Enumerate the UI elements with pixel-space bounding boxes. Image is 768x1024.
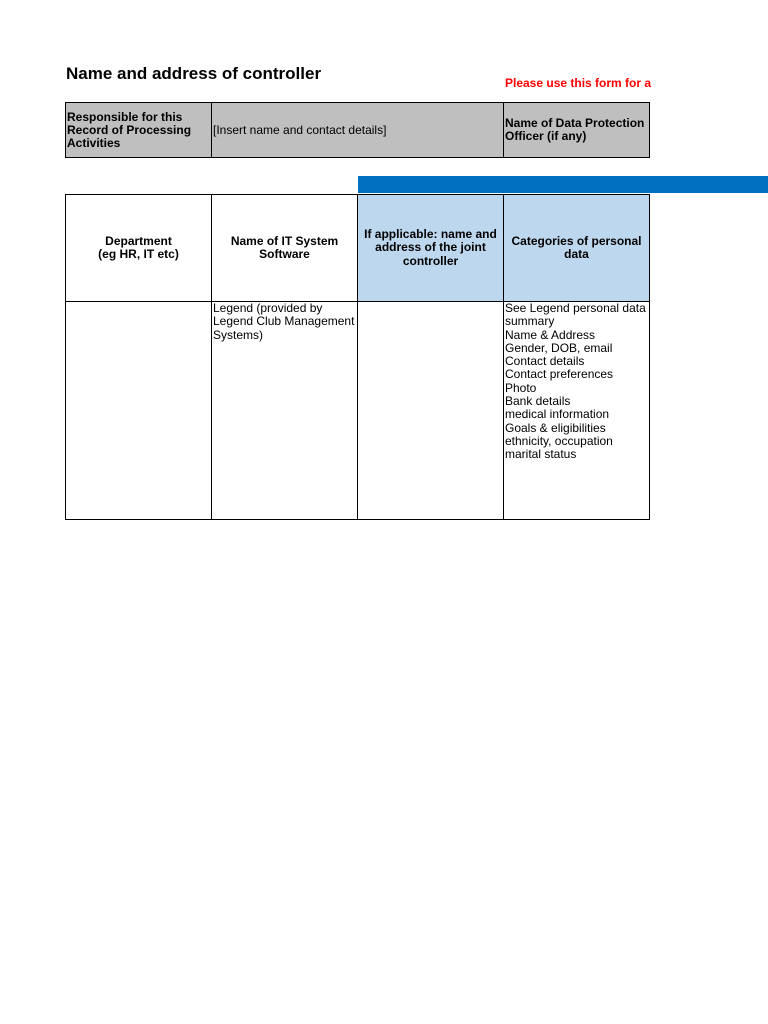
table-header-row [66, 195, 650, 302]
category-item: Contact details [505, 354, 585, 369]
category-item: See Legend personal data summary [505, 301, 646, 329]
cell-categories[interactable] [504, 302, 650, 520]
category-item: Gender, DOB, email [505, 340, 613, 355]
column-header-categories: Categories of personal data [504, 195, 650, 302]
page-title: Name and address of controller [66, 64, 322, 83]
category-item: medical information [505, 407, 610, 422]
column-header-department [66, 195, 212, 302]
cell-it-system[interactable]: Legend (provided by Legend Club Management Systems) [212, 302, 358, 520]
category-item: Bank details [505, 394, 571, 409]
column-header-department-line2: (eg HR, IT etc) [98, 247, 179, 261]
section-band [358, 176, 768, 193]
category-item: Goals & eligibilities [505, 420, 606, 435]
form-notice: Please use this form for a [505, 76, 652, 90]
cell-department[interactable] [66, 302, 212, 520]
table-row [66, 302, 650, 520]
category-item: marital status [505, 447, 577, 462]
controller-header-table [65, 102, 650, 158]
category-item: Photo [505, 380, 537, 395]
column-header-department-line1: Department [105, 233, 172, 248]
column-header-joint-controller: If applicable: name and address of the joint controller [358, 195, 504, 302]
category-item: ethnicity, occupation [505, 433, 613, 448]
dpo-label: Name of Data Protection Officer (if any) [504, 103, 650, 158]
column-header-it-system: Name of IT System Software [212, 195, 358, 302]
processing-record-table [65, 194, 650, 520]
insert-details-cell[interactable]: [Insert name and contact details] [212, 103, 504, 158]
cell-joint-controller[interactable] [358, 302, 504, 520]
category-item: Contact preferences [505, 367, 614, 382]
responsible-label: Responsible for this Record of Processing Activities [66, 103, 212, 158]
category-item: Name & Address [505, 327, 596, 342]
